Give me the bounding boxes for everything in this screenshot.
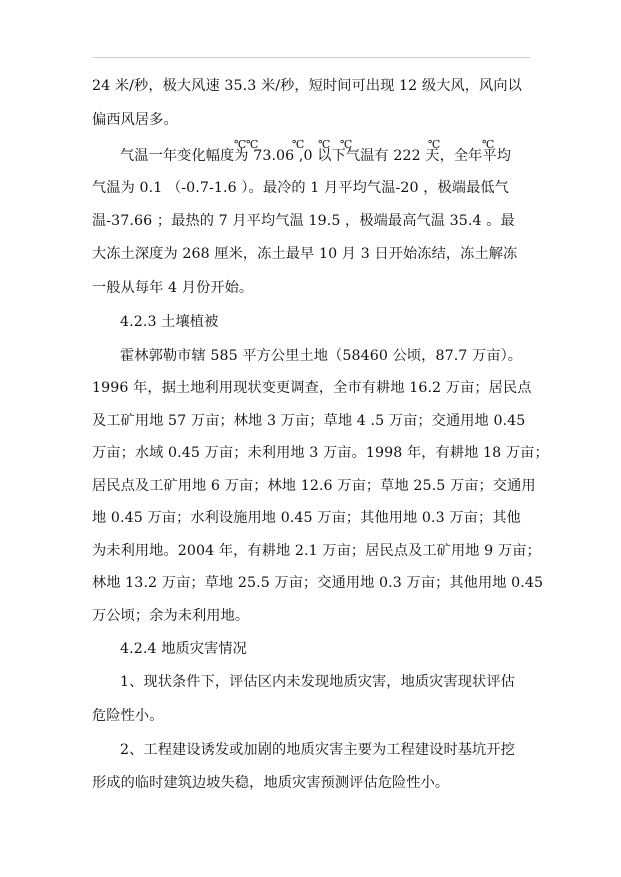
degree-mark-2: ℃ [246,138,259,151]
header-rule [92,57,530,58]
text-line-5: 温-37.66 ；最热的 7 月平均气温 19.5 ，极端最高气温 35.4 。最 [92,213,515,229]
degree-mark-3: ℃ [292,138,305,151]
degree-mark-6: ℃ [428,138,441,151]
degree-mark-5: ℃ [340,138,353,151]
text-line-17: 万公顷；余为未利用地。 [92,608,250,624]
section-heading-4-2-3: 4.2.3 土壤植被 [120,314,219,330]
text-line-4: 气温为 0.1 （-0.7-1.6 ）。最冷的 1 月平均气温-20 ，极端最低气 [92,180,509,196]
degree-mark-4: ℃ [318,138,331,151]
text-line-2: 偏西风居多。 [92,112,178,128]
text-line-21: 2、工程建设诱发或加剧的地质灾害主要为工程建设时基坑开挖 [120,742,515,758]
text-line-10: 1996 年，据土地利用现状变更调查，全市有耕地 16.2 万亩；居民点 [92,380,532,396]
text-line-22: 形成的临时建筑边坡失稳，地质灾害预测评估危险性小。 [92,775,450,791]
text-line-15: 为未利用地。2004 年，有耕地 2.1 万亩；居民点及工矿用地 9 万亩； [92,543,541,559]
degree-mark-1: ℃ [234,138,247,151]
text-line-19: 1、现状条件下，评估区内未发现地质灾害，地质灾害现状评估 [120,674,515,690]
text-line-13: 居民点及工矿用地 6 万亩；林地 12.6 万亩；草地 25.5 万亩；交通用 [92,478,536,494]
text-line-20: 危险性小。 [92,708,164,724]
text-line-14: 地 0.45 万亩；水利设施用地 0.45 万亩；其他用地 0.3 万亩；其他 [92,510,521,526]
text-line-6: 大冻土深度为 268 厘米，冻土最早 10 月 3 日开始冻结，冻土解冻 [92,246,518,262]
text-line-7: 一般从每年 4 月份开始。 [92,280,254,296]
text-line-1: 24 米/秒，极大风速 35.3 米/秒，短时间可出现 12 级大风，风向以 [92,78,522,94]
text-line-12: 万亩；水域 0.45 万亩；未利用地 3 万亩。1998 年，有耕地 18 万亩； [92,445,549,461]
text-line-9: 霍林郭勒市辖 585 平方公里土地（58460 公顷，87.7 万亩）。 [120,348,523,364]
text-line-3: 气温一年变化幅度为 73.06 ,0 以下气温有 222 天，全年平均 [120,148,512,164]
text-line-11: 及工矿用地 57 万亩；林地 3 万亩；草地 4 .5 万亩；交通用地 0.45 [92,413,526,429]
section-heading-4-2-4: 4.2.4 地质灾害情况 [120,641,247,657]
degree-mark-7: ℃ [482,138,495,151]
text-line-16: 林地 13.2 万亩；草地 25.5 万亩；交通用地 0.3 万亩；其他用地 0.45 [92,575,544,591]
